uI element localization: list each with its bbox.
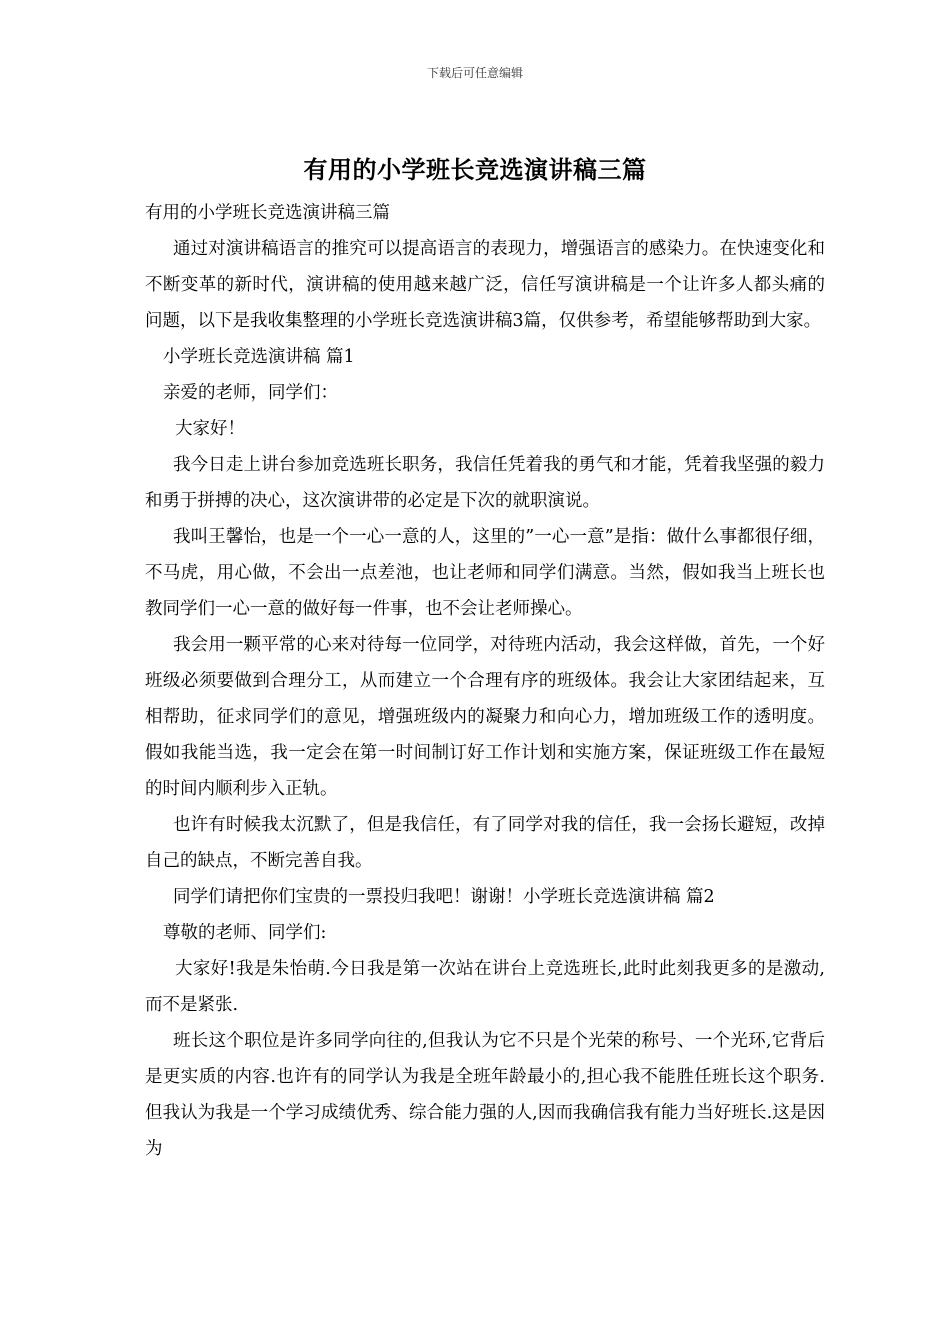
closing-and-heading-2: 同学们请把你们宝贵的一票投归我吧！谢谢！小学班长竞选演讲稿 篇2: [173, 887, 715, 907]
section-heading-1: 小学班长竞选演讲稿 篇1: [163, 347, 355, 367]
subtitle-paragraph: 有用的小学班长竞选演讲稿三篇: [145, 203, 390, 223]
salutation-2: 尊敬的老师、同学们:: [163, 923, 327, 943]
document-body: [145, 195, 825, 1167]
body-paragraph: 班长这个职位是许多同学向往的,但我认为它不只是个光荣的称号、一个光环,它背后是更实质的内容.也许有的同学认为我是全班年龄最小的,担心我不能胜任班长这个职务.但我认为我是一个学习成绩优秀、综合能力强的人,因而我确信我有能力当好班长.这是因为: [145, 1031, 825, 1159]
body-paragraph: 也许有时候我太沉默了，但是我信任，有了同学对我的信任，我一会扬长避短，改掉自己的缺点，不断完善自我。: [145, 815, 825, 871]
greeting-1: 大家好！: [175, 419, 245, 439]
body-paragraph: 我叫王馨怡，也是一个一心一意的人，这里的”一心一意”是指：做什么事都很仔细，不马虎，用心做，不会出一点差池，也让老师和同学们满意。当然，假如我当上班长也教同学们一心一意的做好每一件事，也不会让老师操心。: [145, 527, 825, 619]
header-note: 下载后可任意编辑: [426, 66, 523, 80]
salutation-1: 亲爱的老师，同学们：: [163, 383, 338, 403]
intro-paragraph: 通过对演讲稿语言的推究可以提高语言的表现力，增强语言的感染力。在快速变化和不断变革的新时代，演讲稿的使用越来越广泛，信任写演讲稿是一个让许多人都头痛的问题，以下是我收集整理的小学班长竞选演讲稿3篇，仅供参考，希望能够帮助到大家。: [145, 239, 825, 331]
body-paragraph: 我今日走上讲台参加竞选班长职务，我信任凭着我的勇气和才能，凭着我坚强的毅力和勇于拼搏的决心，这次演讲带的必定是下次的就职演说。: [145, 455, 825, 511]
page-title: 有用的小学班长竞选演讲稿三篇: [303, 155, 647, 184]
body-paragraph: 我会用一颗平常的心来对待每一位同学，对待班内活动，我会这样做，首先，一个好班级必须要做到合理分工，从而建立一个合理有序的班级体。我会让大家团结起来，互相帮助，征求同学们的意见，增强班级内的凝聚力和向心力，增加班级工作的透明度。假如我能当选，我一定会在第一时间制订好工作计划和实施方案，保证班级工作在最短的时间内顺利步入正轨。: [145, 635, 825, 799]
greeting-2: 大家好!我是朱怡萌.今日我是第一次站在讲台上竞选班长,此时此刻我更多的是激动,而不是紧张.: [145, 959, 825, 1015]
